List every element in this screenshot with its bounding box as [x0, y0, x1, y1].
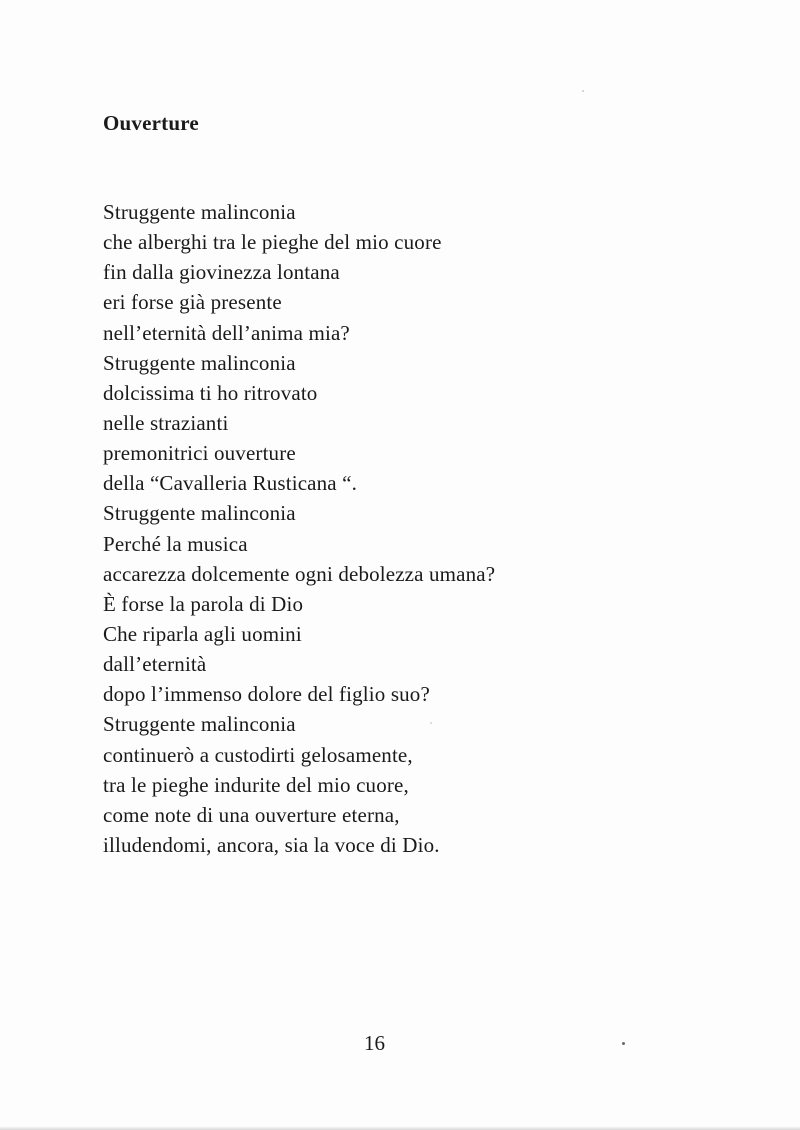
- poem-line: Perché la musica: [103, 531, 248, 556]
- page-number: 16: [364, 1031, 385, 1055]
- poem-line: premonitrici ouverture: [103, 441, 296, 466]
- poem-line: che alberghi tra le pieghe del mio cuore: [103, 230, 442, 255]
- scan-speck: [622, 1042, 625, 1045]
- poem-line: Struggente malinconia: [103, 712, 296, 737]
- poem-line: È forse la parola di Dio: [103, 591, 304, 616]
- scan-speck: [582, 90, 584, 92]
- poem-line: Struggente malinconia: [103, 350, 296, 375]
- poem-title: Ouverture: [103, 111, 199, 135]
- poem-line: nell’eternità dell’anima mia?: [103, 320, 350, 345]
- poem-body: [103, 197, 495, 860]
- poem-line: illudendomi, ancora, sia la voce di Dio.: [103, 832, 440, 857]
- poem-line: della “Cavalleria Rusticana “.: [103, 471, 358, 496]
- poem-line: eri forse già presente: [103, 290, 282, 315]
- poem-line: fin dalla giovinezza lontana: [103, 260, 340, 285]
- poem-line: come note di una ouverture eterna,: [103, 802, 400, 827]
- poem-line: accarezza dolcemente ogni debolezza umana?: [103, 561, 496, 586]
- poem-line: continuerò a custodirti gelosamente,: [103, 742, 413, 767]
- poem-line: dolcissima ti ho ritrovato: [103, 380, 318, 405]
- poem-line: tra le pieghe indurite del mio cuore,: [103, 772, 409, 797]
- scan-speck: [430, 722, 432, 724]
- poem-line: dall’eternità: [103, 652, 207, 677]
- poem-line: Che riparla agli uomini: [103, 621, 302, 646]
- poem-line: nelle strazianti: [103, 410, 229, 435]
- poem-line: Struggente malinconia: [103, 501, 296, 526]
- poem-line: Struggente malinconia: [103, 200, 296, 224]
- poem-line: dopo l’immenso dolore del figlio suo?: [103, 682, 430, 707]
